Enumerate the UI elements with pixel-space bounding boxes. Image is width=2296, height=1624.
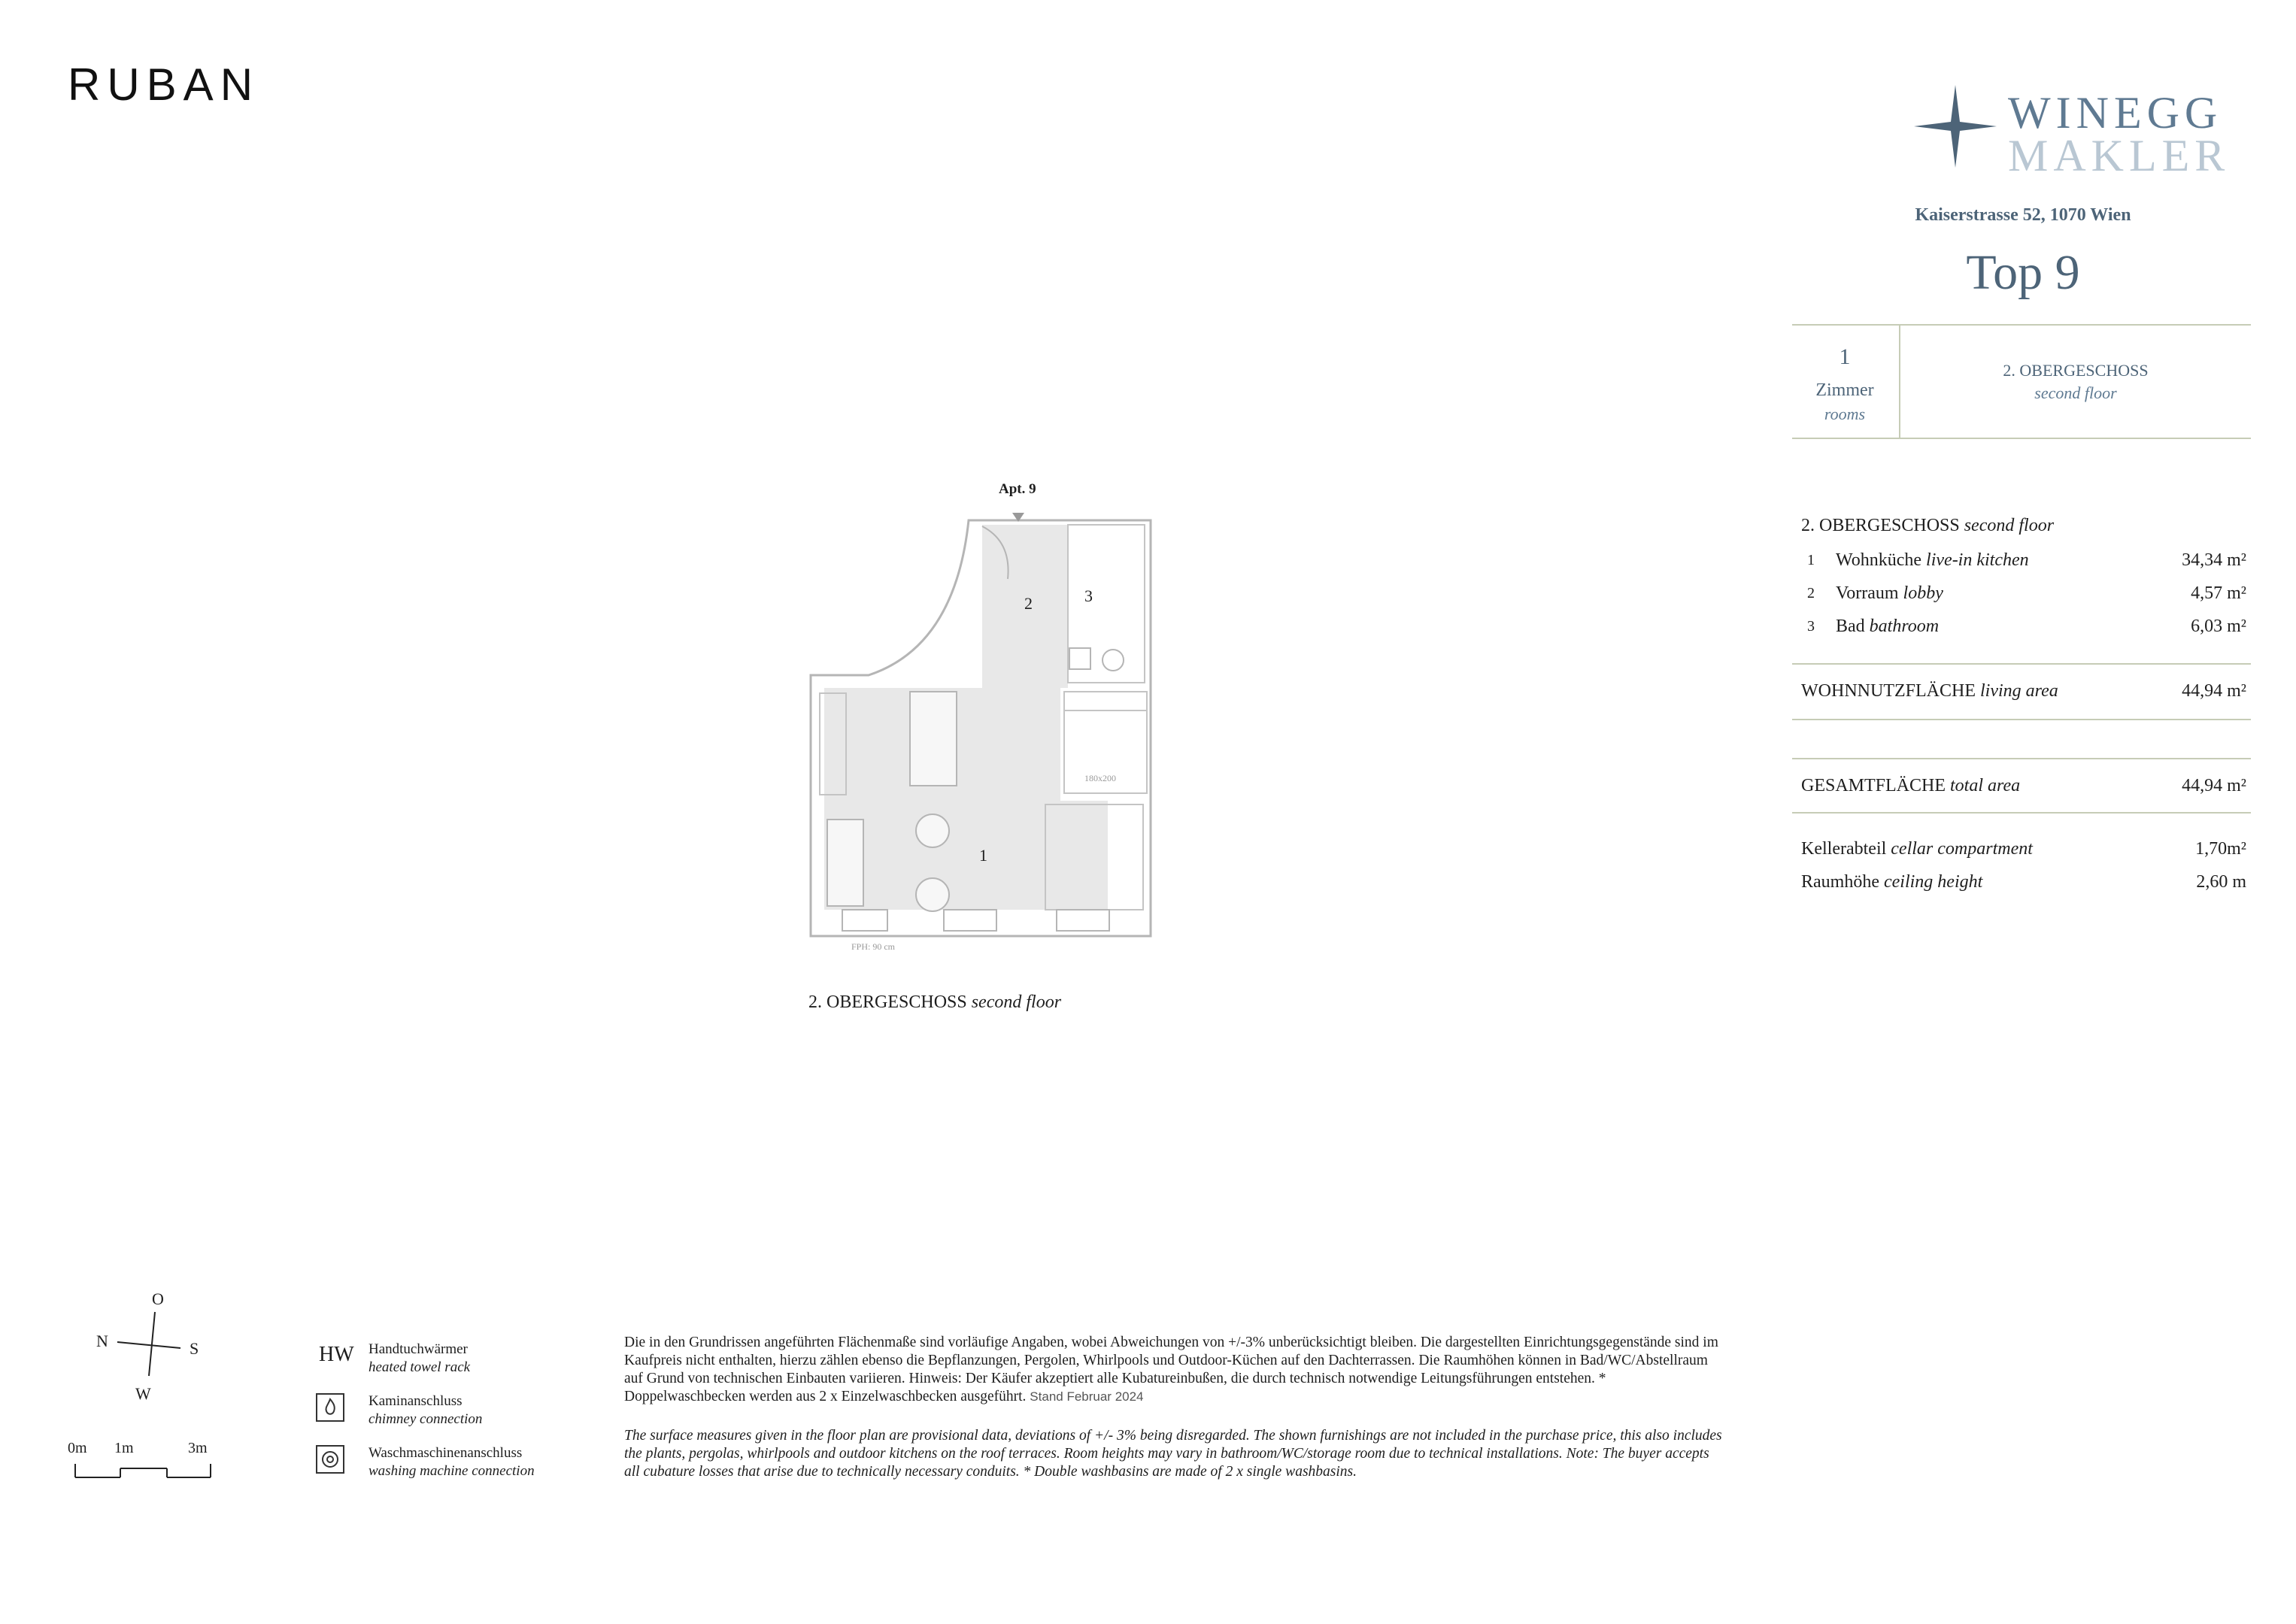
room-marker: 1 [979,846,987,865]
cellar-row [1801,839,2246,863]
legend-label-en: heated towel rack [369,1359,471,1375]
brand-text-winegg: WINEGG [2008,88,2223,138]
rooms-count: 1 [1839,344,1851,369]
living-area-row [1801,681,2246,705]
ceiling-height-label-en: ceiling height [1883,872,1983,892]
room-name-de: Wohnküche [1836,550,1922,570]
divider [1792,663,2251,665]
legend-item-towel-rack [316,1341,587,1379]
total-area-label-de: GESAMTFLÄCHE [1801,776,1946,795]
plan-title-en: second floor [971,992,1062,1012]
room-number: 2 [1807,585,1815,601]
towel-rack-icon: HW [319,1343,354,1366]
disclaimer-de-text: Die in den Grundrissen angeführten Flächenmaße sind vorläufige Angaben, wobei Abweichungen von +/-3% unberücksichtigt bleiben. Die dargestellten Einrichtungsgegenstände sind im Kaufpreis nicht enthalten, hierzu zählen ebenso die Bepflanzungen, Pergolen, Whirlpools und Outdoor-Küchen auf den Dachterrassen. Die Raumhöhen können in Bad/WC/Abstellraum auf Grund von technischen Einbauten variieren. Hinweis: Der Käufer akzeptiert alle Kubatureinbußen, die durch technisch notwendige Leitungsführungen entstehen. * Doppelwaschbecken werden aus 2 x Einzelwaschbecken ausgeführt. [624,1335,1718,1404]
scale-label-1: 1m [114,1440,134,1456]
room-name [1836,550,2029,571]
property-address: Kaiserstrasse 52, 1070 Wien [1915,205,2131,225]
floor-plan [805,474,1166,962]
room-number: 3 [1807,618,1815,635]
ceiling-height-label [1801,872,1982,892]
living-area-label-en: living area [1979,681,2058,701]
scale-bar [68,1440,233,1485]
room-row [1801,583,2246,607]
ceiling-height-label-de: Raumhöhe [1801,872,1879,892]
compass-label-w: W [135,1384,151,1403]
room-name-en: lobby [1903,583,1943,603]
rooms-label-en: rooms [1824,404,1866,423]
compass-label-n: N [96,1332,108,1350]
total-area-value: 44,94 m² [2182,776,2246,795]
apartment-label: Apt. 9 [999,481,1036,497]
cellar-label-de: Kellerabteil [1801,839,1887,859]
total-area-row [1801,776,2246,800]
winegg-makler-logo [1910,81,2256,179]
legend-item-washing-machine [316,1445,587,1483]
divider [1792,324,2251,326]
legend-label: Kaminanschluss [369,1393,463,1409]
ceiling-height-value: 2,60 m [2196,872,2246,892]
fph-label: FPH: 90 cm [851,941,896,952]
room-marker: 3 [1084,586,1093,605]
room-row [1801,617,2246,641]
plan-title-de: 2. OBERGESCHOSS [808,992,967,1012]
room-marker: 2 [1024,594,1033,613]
room-name-de: Bad [1836,617,1865,636]
cellar-label-en: cellar compartment [1891,839,2033,859]
unit-title: Top 9 [1966,245,2080,300]
room-name-en: live-in kitchen [1926,550,2029,570]
legend-label: Waschmaschinenanschluss [369,1445,523,1461]
chimney-icon [316,1393,344,1422]
room-name [1836,617,1939,637]
room-number: 1 [1807,552,1815,568]
disclaimer-en: The surface measures given in the floor plan are provisional data, deviations of +/- 3% being disregarded. The shown furnishings are not included in the purchase price, this also includes the plants, pergolas, whirlpools and outdoor kitchens on the roof terraces. Room heights may vary in bathroom/WC/storage room due to technical installations. Note: The buyer accepts all cubature losses that arise due to technically necessary conduits. * Double washbasins are made of 2 x single washbasins. [624,1428,1722,1480]
disclaimer-date: Stand Februar 2024 [1030,1389,1144,1404]
floor-plan-drawing [805,474,1166,962]
legend-item-chimney [316,1393,587,1431]
compass [68,1289,218,1410]
cellar-value: 1,70m² [2195,839,2246,859]
brand-text-makler: MAKLER [2008,131,2231,180]
legend-label-en: washing machine connection [369,1463,535,1479]
living-area-label-de: WOHNNUTZFLÄCHE [1801,681,1976,701]
room-name-de: Vorraum [1836,583,1899,603]
scale-label-0: 0m [68,1440,87,1456]
living-area-label [1801,681,2058,701]
divider [1792,812,2251,814]
bed-size-label: 180x200 [1084,773,1116,783]
divider [1899,324,1900,438]
total-area-label [1801,776,2020,796]
legend-label-en: chimney connection [369,1411,483,1427]
divider [1792,719,2251,720]
scale-label-3: 3m [188,1440,208,1456]
cellar-label [1801,839,2033,859]
section-title-en: second floor [1964,516,2055,535]
room-area: 4,57 m² [2191,583,2246,603]
compass-label-s: S [190,1339,199,1358]
scale-graphic [74,1462,224,1485]
living-area-value: 44,94 m² [2182,681,2246,701]
room-area: 34,34 m² [2182,550,2246,570]
legend-label: Handtuchwärmer [369,1341,468,1357]
floor-label: 2. OBERGESCHOSS [2003,361,2149,380]
room-area: 6,03 m² [2191,617,2246,636]
compass-label-o: O [152,1289,164,1308]
plan-title [808,992,1061,1013]
washing-machine-icon [316,1445,344,1474]
divider [1792,758,2251,759]
ceiling-height-row [1801,872,2246,896]
room-name-en: bathroom [1869,617,1940,636]
rooms-label: Zimmer [1815,380,1874,400]
room-row [1801,550,2246,574]
ruban-logo: RUBAN [68,59,260,110]
total-area-label-en: total area [1950,776,2021,795]
disclaimer-de [624,1334,1722,1406]
compass-star-icon [1910,81,2000,171]
section-title-de: 2. OBERGESCHOSS [1801,516,1960,535]
area-section-title [1801,516,2054,536]
room-name [1836,583,1943,604]
floor-label-en: second floor [2034,383,2117,402]
divider [1792,438,2251,439]
